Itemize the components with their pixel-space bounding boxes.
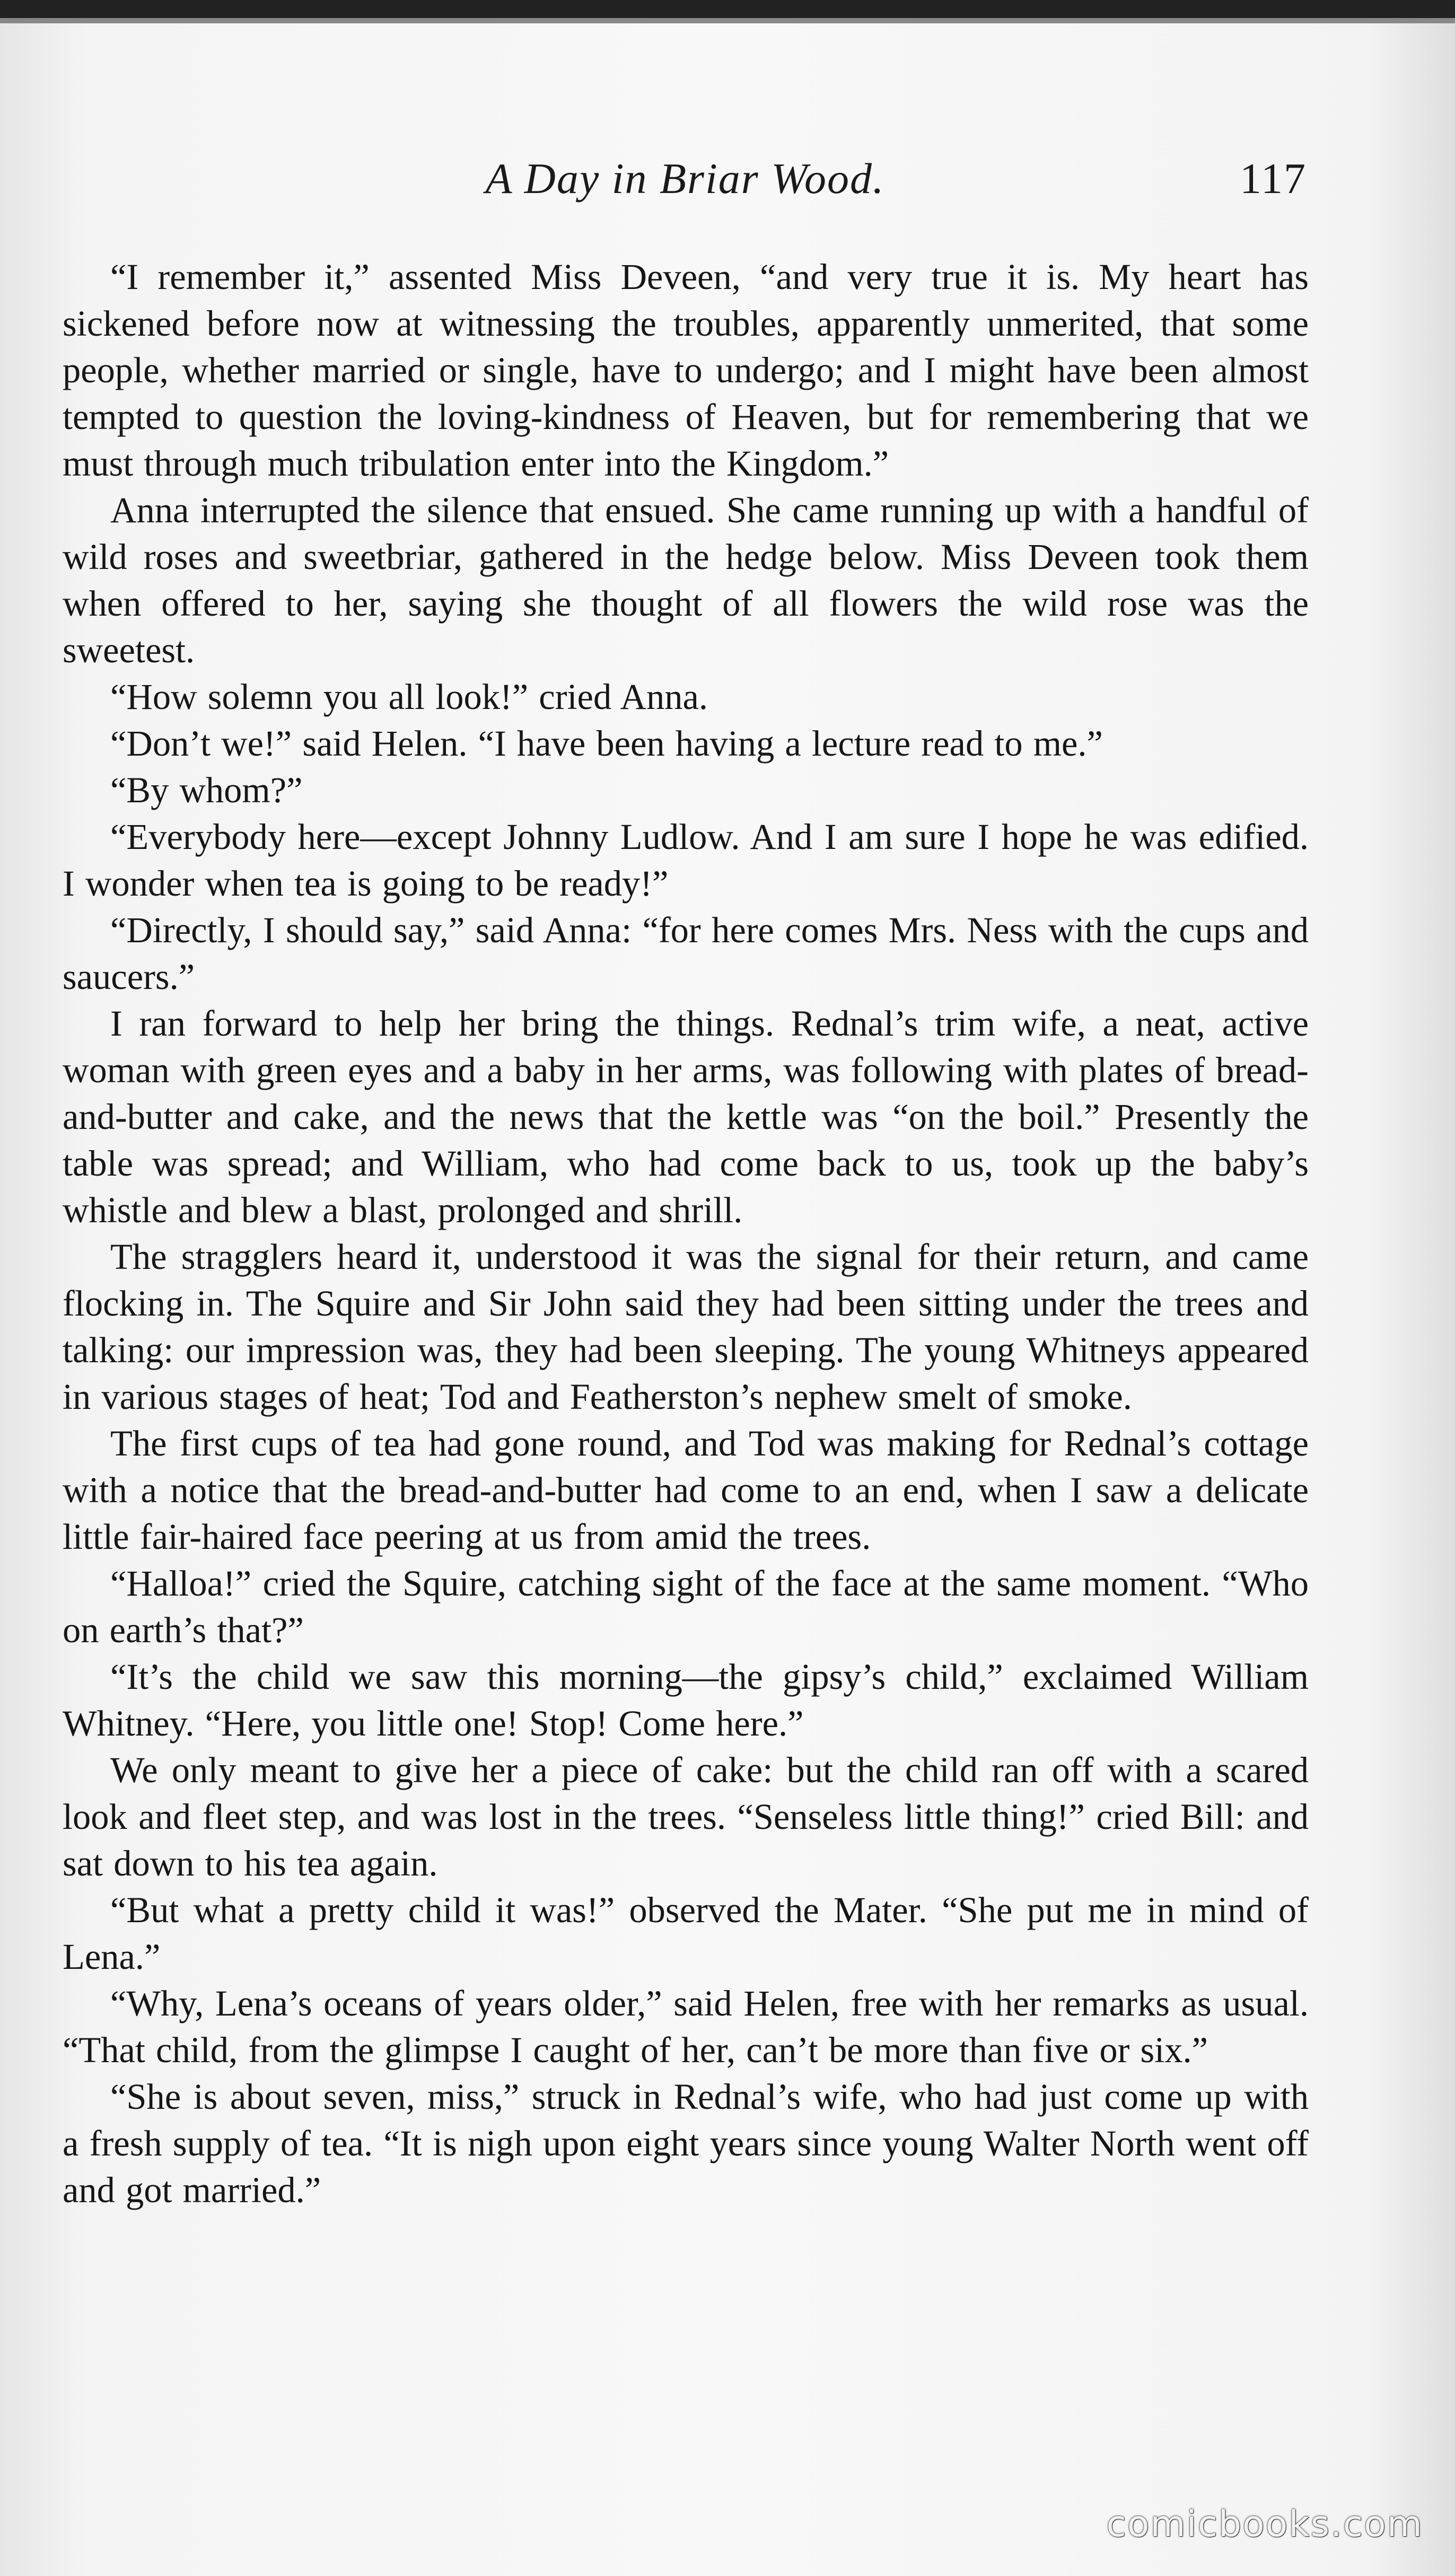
paragraph: “Everybody here—except Johnny Ludlow. And I am sure I hope he was edified. I wonder when tea is going to be ready!” (63, 817, 1309, 904)
paragraph: We only meant to give her a piece of cake: but the child ran off with a scared look and fleet step, and was lost in the trees. “Senseless little thing!” cried Bill: and sat down to his tea again. (63, 1750, 1309, 1883)
page-number: 117 (1240, 154, 1307, 203)
paragraph: “Halloa!” cried the Squire, catching sight of the face at the same moment. “Who on earth’s that?” (63, 1563, 1309, 1650)
paragraph: “It’s the child we saw this morning—the gipsy’s child,” exclaimed William Whitney. “Here, you little one! Stop! Come here.” (63, 1657, 1309, 1743)
paragraph: “Why, Lena’s oceans of years older,” said Helen, free with her remarks as usual. “That child, from the glimpse I caught of her, can’t be more than five or six.” (63, 1983, 1309, 2070)
running-title: A Day in Briar Wood. (485, 154, 885, 203)
paragraph: I ran forward to help her bring the things. Rednal’s trim wife, a neat, active woman with green eyes and a baby in her arms, was following with plates of bread-and-butter and cake, and the news that the kettle was “on the boil.” Presently the table was spread; and William, who had come back to us, took up the baby’s whistle and blew a blast, prolonged and shrill. (63, 1003, 1309, 1230)
paragraph: Anna interrupted the silence that ensued. She came running up with a handful of wild roses and sweetbriar, gathered in the hedge below. Miss Deveen took them when offered to her, saying she thought of all flowers the wild rose was the sweetest. (63, 490, 1309, 670)
paragraph: “Don’t we!” said Helen. “I have been having a lecture read to me.” (110, 723, 1103, 764)
paragraph: The stragglers heard it, understood it was the signal for their return, and came flocking in. The Squire and Sir John said they had been sitting under the trees and talking: our impression was, they had been sleeping. The young Whitneys appeared in various stages of heat; Tod and Featherston’s nephew smelt of smoke. (63, 1237, 1309, 1417)
paragraph: The first cups of tea had gone round, and Tod was making for Rednal’s cottage with a notice that the bread-and-butter had come to an end, when I saw a delicate little fair-haired face peering at us from amid the trees. (63, 1423, 1309, 1557)
page-top-shadow (0, 18, 1455, 23)
paragraph: “By whom?” (110, 770, 303, 810)
paragraph: “She is about seven, miss,” struck in Rednal’s wife, who had just come up with a fresh supply of tea. “It is nigh upon eight years since young Walter North went off and got married.” (63, 2076, 1309, 2210)
body-text (63, 253, 1309, 2213)
watermark: comicbooks.com (1106, 2503, 1423, 2545)
paragraph: “But what a pretty child it was!” observed the Mater. “She put me in mind of Lena.” (63, 1890, 1309, 1977)
page-top-edge (0, 0, 1455, 18)
running-head (64, 154, 1307, 228)
paragraph: “Directly, I should say,” said Anna: “for here comes Mrs. Ness with the cups and saucers.” (63, 910, 1309, 997)
paragraph: “I remember it,” assented Miss Deveen, “and very true it is. My heart has sickened before now at witnessing the troubles, apparently unmerited, that some people, whether married or single, have to undergo; and I might have been almost tempted to question the loving-kindness of Heaven, but for remembering that we must through much tribulation enter into the Kingdom.” (63, 257, 1309, 484)
paragraph: “How solemn you all look!” cried Anna. (110, 677, 708, 717)
